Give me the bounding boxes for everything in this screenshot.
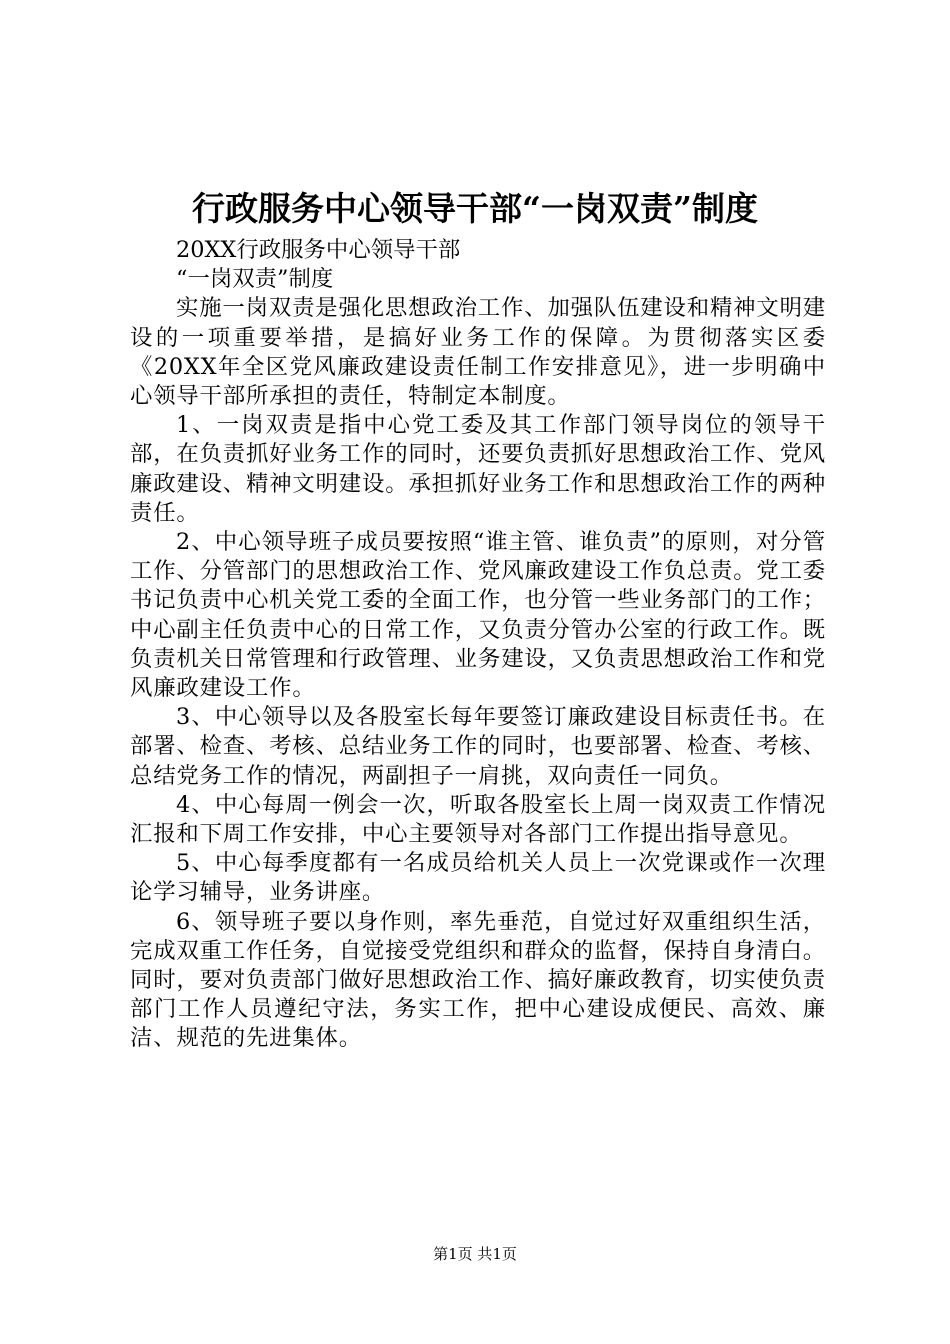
intro-paragraph: 实施一岗双责是强化思想政治工作、加强队伍建设和精神文明建设的一项重要举措，是搞好业务工作的保障。为贯彻落实区委《20XX年全区党风廉政建设责任制工作安排意见》，进一步明确中心领导干部所承担的责任，特制定本制度。 — [130, 295, 826, 410]
page-number-footer: 第1页 共1页 — [433, 1245, 517, 1263]
document-body — [130, 236, 826, 1054]
document-subtitle-line-1: 20XX行政服务中心领导干部 — [176, 237, 461, 263]
clause-5-paragraph: 5、中心每季度都有一名成员给机关人员上一次党课或作一次理论学习辅导，业务讲座。 — [130, 850, 826, 906]
clause-3-paragraph: 3、中心领导以及各股室长每年要签订廉政建设目标责任书。在部署、检查、考核、总结业务工作的同时，也要部署、检查、考核、总结党务工作的情况，两副担子一肩挑，双向责任一同负。 — [130, 704, 826, 789]
clause-6-paragraph: 6、领导班子要以身作则，率先垂范，自觉过好双重组织生活，完成双重工作任务，自觉接受党组织和群众的监督，保持自身清白。同时，要对负责部门做好思想政治工作、搞好廉政教育，切实使负责部门工作人员遵纪守法，务实工作，把中心建设成便民、高效、廉洁、规范的先进集体。 — [130, 908, 826, 1052]
clause-4-paragraph: 4、中心每周一例会一次，听取各股室长上周一岗双责工作情况汇报和下周工作安排，中心主要领导对各部门工作提出指导意见。 — [130, 791, 826, 848]
document-title: 行政服务中心领导干部“一岗双责”制度 — [192, 189, 758, 228]
document-subtitle-line-2: “一岗双责”制度 — [176, 266, 334, 293]
clause-1-paragraph: 1、一岗双责是指中心党工委及其工作部门领导岗位的领导干部，在负责抓好业务工作的同时，还要负责抓好思想政治工作、党风廉政建设、精神文明建设。承担抓好业务工作和思想政治工作的两种责任。 — [130, 412, 826, 526]
clause-2-paragraph: 2、中心领导班子成员要按照“谁主管、谁负责”的原则，对分管工作、分管部门的思想政治工作、党风廉政建设工作负总责。党工委书记负责中心机关党工委的全面工作，也分管一些业务部门的工作；中心副主任负责中心的日常工作，又负责分管办公室的行政工作。既负责机关日常管理和行政管理、业务建设，又负责思想政治工作和党风廉政建设工作。 — [130, 529, 826, 702]
